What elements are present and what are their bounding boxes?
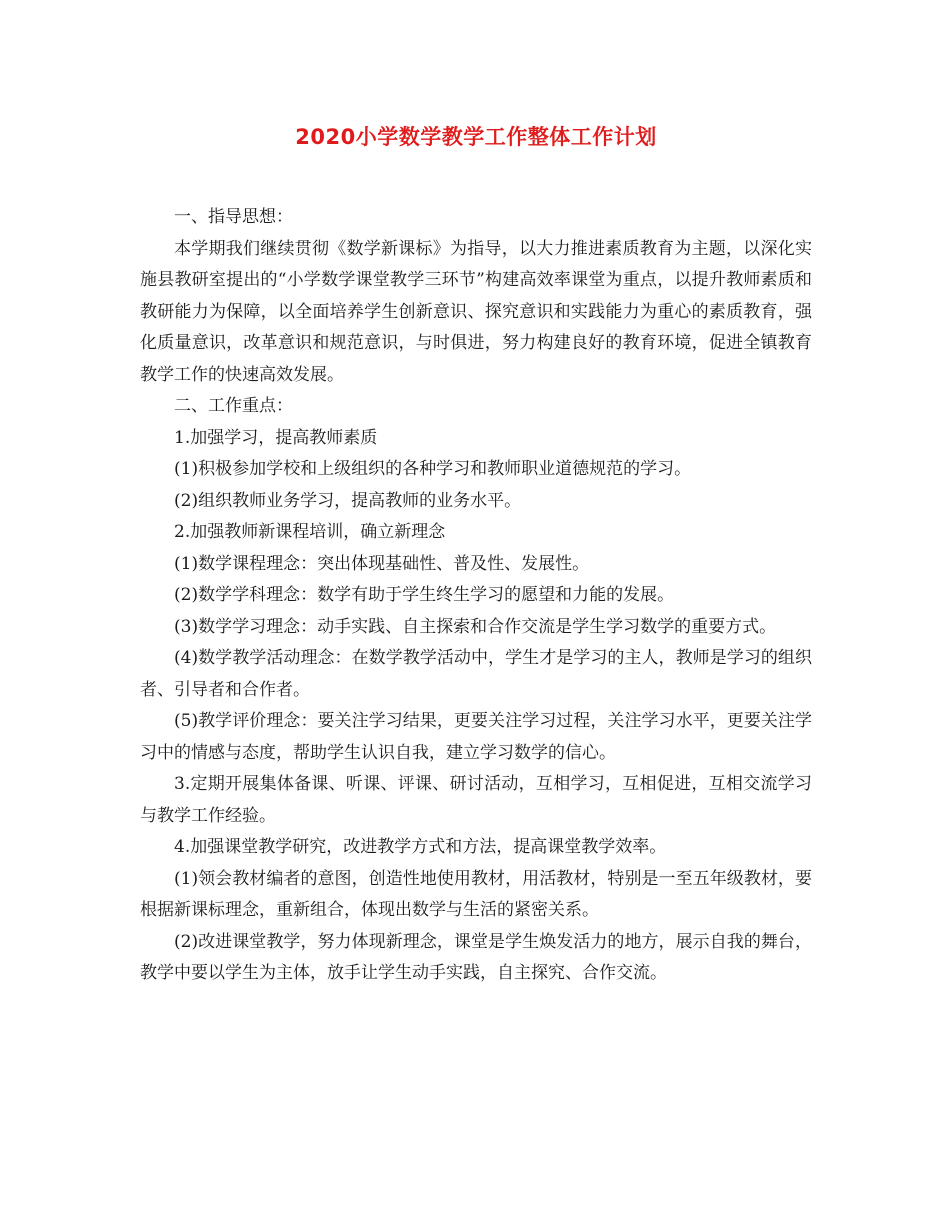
item-1: 1.加强学习，提高教师素质 (174, 427, 378, 448)
item-1-1: (1)积极参加学校和上级组织的各种学习和教师职业道德规范的学习。 (174, 459, 692, 479)
item-2-1: (1)数学课程理念：突出体现基础性、普及性、发展性。 (174, 553, 590, 574)
item-2-3: (3)数学学习理念：动手实践、自主探索和合作交流是学生学习数学的重要方式。 (174, 616, 777, 637)
item-2-2: (2)数学学科理念：数学有助于学生终生学习的愿望和力能的发展。 (174, 585, 675, 605)
item-2-5: (5)教学评价理念：要关注学习结果，更要关注学习过程，关注学习水平，更要关注学习中的情感与态度，帮助学生认识自我，建立学习数学的信心。 (140, 711, 812, 763)
item-4-1: (1)领会教材编者的意图，创造性地使用教材，用活教材，特别是一至五年级教材，要根据新课标理念，重新组合，体现出数学与生活的紧密关系。 (140, 868, 812, 920)
section-heading-1: 一、指导思想： (174, 207, 293, 227)
item-2: 2.加强教师新课程培训，确立新理念 (174, 522, 446, 542)
paragraph-guiding-idea: 本学期我们继续贯彻《数学新课标》为指导，以大力推进素质教育为主题，以深化实施县教研室提出的“小学数学课堂教学三环节”构建高效率课堂为重点，以提升教师素质和教研能力为保障，以全面培养学生创新意识、探究意识和实践能力为重心的素质教育，强化质量意识，改革意识和规范意识，与时俱进，努力构建良好的教育环境，促进全镇教育教学工作的快速高效发展。 (140, 238, 812, 385)
item-4-2: (2)改进课堂教学，努力体现新理念，课堂是学生焕发活力的地方，展示自我的舞台，教学中要以学生为主体，放手让学生动手实践，自主探究、合作交流。 (140, 931, 812, 983)
item-3: 3.定期开展集体备课、听课、评课、研讨活动，互相学习，互相促进，互相交流学习与教学工作经验。 (140, 774, 812, 826)
section-heading-2: 二、工作重点： (174, 396, 293, 416)
item-4: 4.加强课堂教学研究，改进教学方式和方法，提高课堂教学效率。 (174, 837, 667, 857)
item-1-2: (2)组织教师业务学习，提高教师的业务水平。 (174, 490, 522, 511)
document-title: 2020小学数学教学工作整体工作计划 (295, 125, 657, 149)
item-2-4: (4)数学教学活动理念：在数学教学活动中，学生才是学习的主人，教师是学习的组织者、引导者和合作者。 (140, 648, 812, 700)
